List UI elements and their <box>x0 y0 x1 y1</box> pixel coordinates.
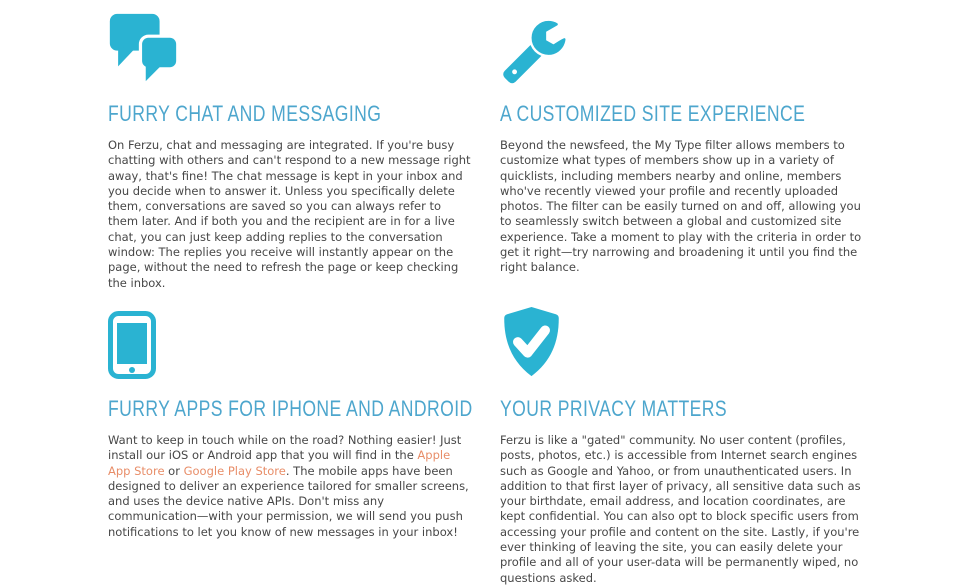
feature-title: FURRY CHAT AND MESSAGING <box>108 101 382 126</box>
feature-body-text: Want to keep in touch while on the road? Nothing easier! Just install our iOS or Android app that you will find in the <box>108 432 462 463</box>
apple-app-store-link[interactable]: Apple App Store <box>108 448 451 478</box>
feature-title: YOUR PRIVACY MATTERS <box>500 395 728 421</box>
feature-card-mobile-apps <box>108 305 474 586</box>
chat-bubbles-icon <box>108 10 178 84</box>
feature-title: FURRY APPS FOR IPHONE AND ANDROID <box>108 395 473 421</box>
feature-body-text: or <box>164 463 184 478</box>
wrench-icon <box>500 16 568 84</box>
google-play-store-link[interactable]: Google Play Store <box>183 463 286 478</box>
feature-card-privacy <box>500 305 874 586</box>
feature-body: Beyond the newsfeed, the My Type filter allows members to customize what types of members show up in a variety of quicklists, including members nearby and online, members who've recently viewed your profile and recently uploaded photos. The filter can be easily turned on and off, allowing you to seamlessly switch between a global and customized site experience. Take a moment to play with the criteria in order to get it right—try narrowing and broadening it until you find the right balance. <box>500 138 862 275</box>
feature-body <box>108 433 474 540</box>
feature-title: A CUSTOMIZED SITE EXPERIENCE <box>500 101 806 126</box>
feature-body: On Ferzu, chat and messaging are integrated. If you're busy chatting with others and can't respond to a new message right away, that's fine! The chat message is kept in your inbox and you decide when to answer it. Unless you specifically delete them, conversations are saved so you can always refer to them later. And if both you and the recipient are in for a live chat, you can just keep adding replies to the conversation window: The replies you receive will instantly appear on the page, without the need to refresh the page or keep checking the inbox. <box>108 138 471 290</box>
feature-card-chat <box>108 10 474 291</box>
feature-card-customization <box>500 10 874 291</box>
mobile-phone-icon <box>108 311 156 379</box>
shield-check-icon <box>500 305 563 379</box>
feature-body-text: . The mobile apps have been designed to deliver an experience tailored for smaller screens, and uses the device native APIs. Don't miss any communication—with your permission, we will send you push notifications to let you know of new messages in your inbox! <box>108 463 469 539</box>
feature-body: Ferzu is like a "gated" community. No user content (profiles, posts, photos, etc.) is accessible from Internet search engines such as Google and Yahoo, or from unauthenticated users. In addition to that first layer of privacy, all sensitive data such as your birthdate, email address, and location coordinates, are kept confidential. You can also opt to block specific users from accessing your profile and content on the site. Lastly, if you're ever thinking of leaving the site, you can easily delete your profile and all of your user-data will be permanently wiped, no questions asked. <box>500 432 861 585</box>
